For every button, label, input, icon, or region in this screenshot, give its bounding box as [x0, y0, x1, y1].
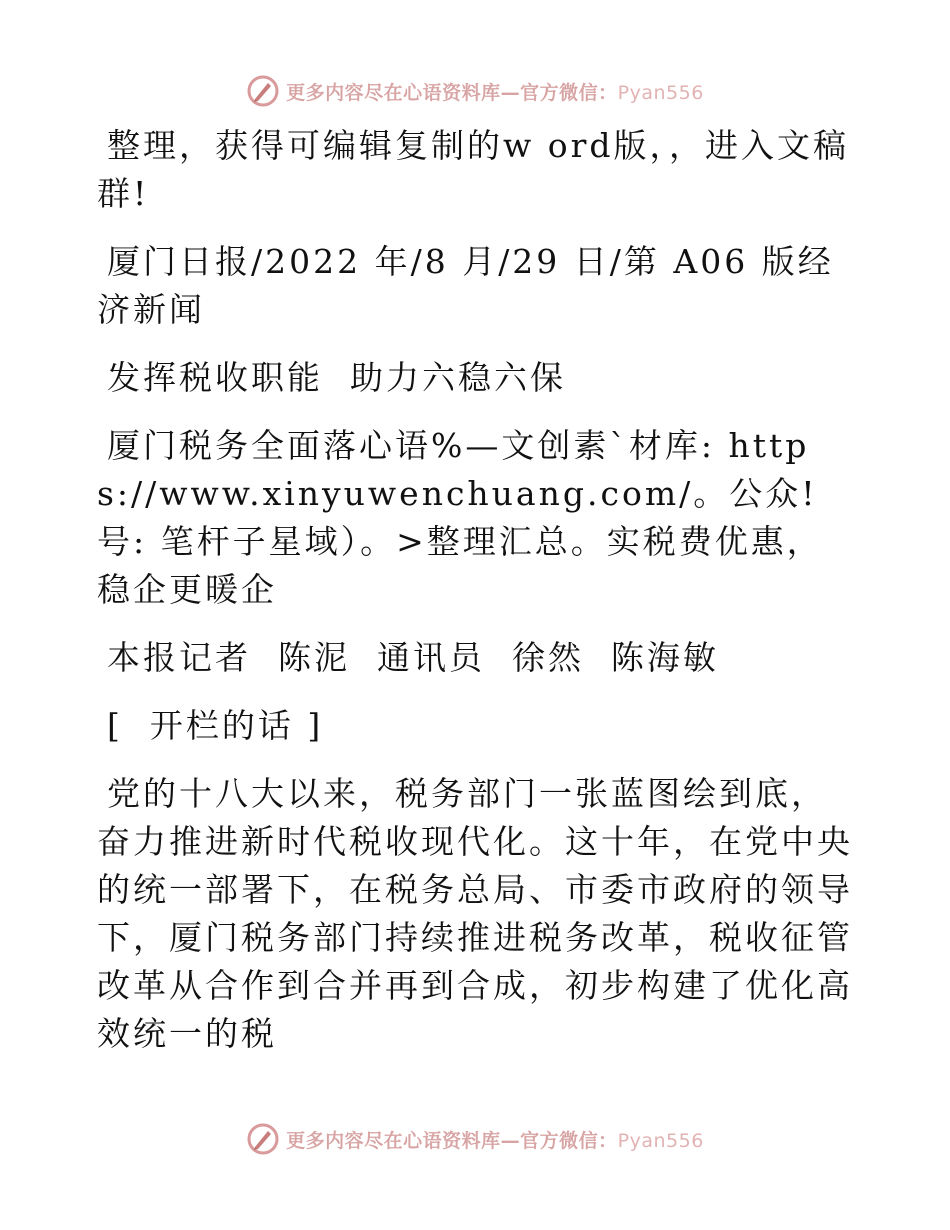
- source-line: 厦门日报/2022 年/8 月/29 日/第 A06 版经济新闻: [97, 242, 834, 329]
- watermark-text: 更多内容尽在心语资料库—官方微信：Pyan556: [286, 81, 704, 104]
- intro-paragraph: 整理，获得可编辑复制的w ord版，，进入文稿群!: [97, 126, 850, 213]
- quill-logo-icon: [246, 74, 280, 108]
- article-subtitle: 厦门税务全面落心语%—文创素`材库: https://www.xinyuwenchuang.com/。公众! 号: 笔杆子星域）。>整理汇总。实税费优惠，稳企更暖企: [97, 426, 831, 609]
- column-heading: [ 开栏的话 ]: [107, 706, 324, 745]
- byline: 本报记者 陈泥 通讯员 徐然 陈海敏: [107, 638, 719, 677]
- document-body: [97, 122, 857, 1078]
- watermark-account: Pyan556: [617, 1129, 704, 1152]
- quill-logo-icon: [246, 1122, 280, 1156]
- watermark-account: Pyan556: [617, 81, 704, 104]
- body-paragraph: 党的十八大以来，税务部门一张蓝图绘到底，奋力推进新时代税收现代化。这十年，在党中央的统一部署下，在税务总局、市委市政府的领导下，厦门税务部门持续推进税务改革，税收征管改革从合作到合并再到合成，初步构建了优化高效统一的税: [97, 774, 853, 1053]
- header-watermark: [0, 74, 950, 108]
- watermark-text: 更多内容尽在心语资料库—官方微信：Pyan556: [286, 1129, 704, 1152]
- article-title: 发挥税收职能 助力六稳六保: [107, 358, 566, 397]
- footer-watermark: [0, 1122, 950, 1156]
